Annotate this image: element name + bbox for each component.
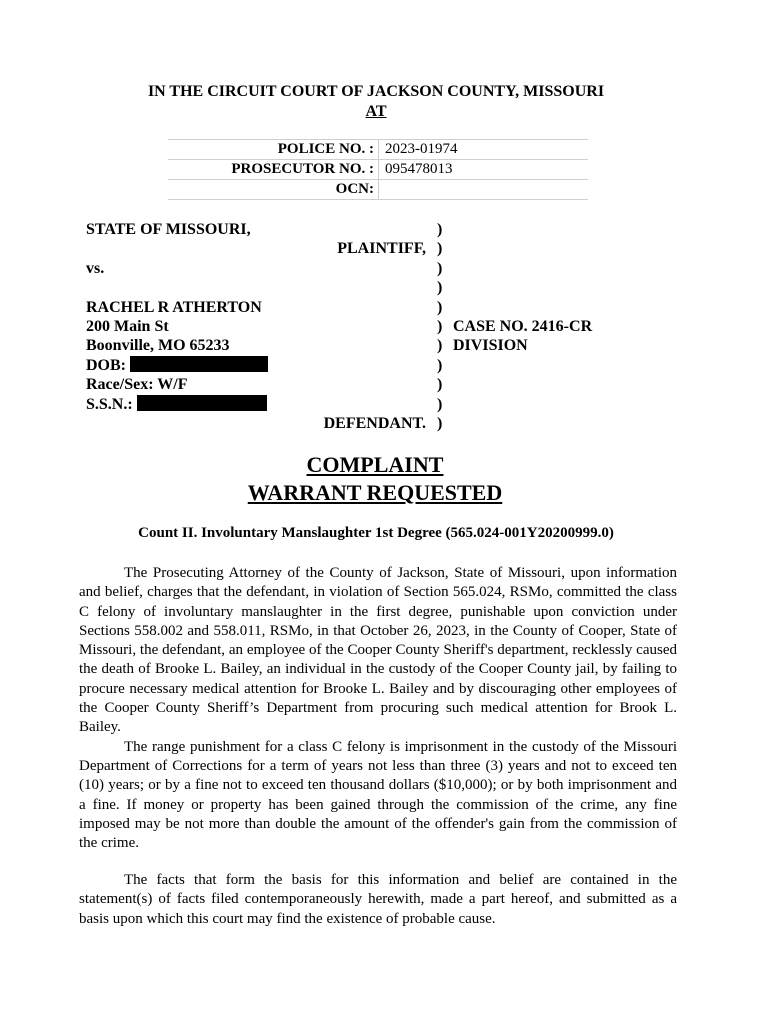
complaint-body — [79, 564, 677, 853]
police-number-label: POLICE NO. : — [168, 140, 379, 160]
caption-row — [86, 259, 686, 278]
caption-row — [86, 278, 686, 297]
caption-row — [86, 239, 686, 258]
ocn-value — [379, 180, 589, 200]
ocn-label: OCN: — [168, 180, 379, 200]
facts-body — [79, 871, 677, 929]
versus-label: vs. — [86, 259, 105, 277]
court-location: AT — [365, 103, 387, 120]
police-number-row — [168, 140, 588, 160]
race-sex: Race/Sex: W/F — [86, 376, 188, 394]
caption-row — [86, 414, 686, 433]
caption-paren: ) — [437, 395, 443, 413]
defendant-address-line1: 200 Main St — [86, 317, 169, 335]
caption-paren: ) — [437, 356, 443, 374]
caption-paren: ) — [437, 240, 443, 258]
police-number-value: 2023-01974 — [379, 140, 589, 160]
caption-row — [86, 220, 686, 239]
charge-paragraph: The Prosecuting Attorney of the County of Jackson, State of Missouri, upon information and belief, charges that the defendant, in violation of Section 565.024, RSMo, committed the class C felony of involuntary manslaughter in the first degree, punishable upon conviction under Sections 558.002 and 558.011, RSMo, in that October 26, 2023, in the County of Cooper, State of Missouri, the defendant, an employee of the Cooper County Sheriff's department, recklessly caused the death of Brooke L. Bailey, an individual in the custody of the Cooper County jail, by failing to procure necessary medical attention for Brooke L. Bailey and by discouraging other employees of the Cooper County Sheriff’s Department from procuring such medical attention for Brook L. Bailey. — [79, 565, 677, 736]
identifier-table — [168, 139, 588, 200]
ssn-label: S.S.N.: — [86, 395, 133, 413]
case-caption — [86, 220, 686, 433]
ssn-redaction — [137, 395, 267, 411]
dob-redaction — [130, 356, 268, 372]
punishment-paragraph: The range punishment for a class C felony is imprisonment in the custody of the Missouri Department of Corrections for a term of years not less than three (3) years and not to exceed ten (10) years; or by a fine not to exceed ten thousand dollars ($10,000); or by both imprisonment and a fine. If money or property has been gained through the commission of the crime, any fine imposed may be not more than double the amount of the offender's gain from the commission of the crime. — [79, 738, 677, 852]
caption-row — [86, 375, 686, 394]
division-label: DIVISION — [453, 337, 528, 355]
ocn-row — [168, 180, 588, 200]
caption-paren: ) — [437, 337, 443, 355]
prosecutor-number-label: PROSECUTOR NO. : — [168, 160, 379, 180]
prosecutor-number-value: 095478013 — [379, 160, 589, 180]
caption-paren: ) — [437, 317, 443, 335]
caption-paren: ) — [437, 298, 443, 316]
caption-paren: ) — [437, 279, 443, 297]
caption-row — [86, 317, 686, 336]
caption-paren: ) — [437, 259, 443, 277]
case-number: CASE NO. 2416-CR — [453, 317, 593, 335]
dob-field — [86, 356, 426, 375]
document-subheading: WARRANT REQUESTED — [247, 480, 503, 505]
document-heading: COMPLAINT — [306, 452, 444, 477]
plaintiff-state: STATE OF MISSOURI, — [86, 221, 251, 238]
caption-paren: ) — [437, 414, 443, 432]
defendant-address-line2: Boonville, MO 65233 — [86, 337, 230, 355]
count-title: Count II. Involuntary Manslaughter 1st Degree (565.024-001Y20200999.0) — [138, 525, 614, 541]
caption-row — [86, 298, 686, 317]
court-title: IN THE CIRCUIT COURT OF JACKSON COUNTY, MISSOURI — [147, 83, 605, 100]
ssn-field — [86, 395, 426, 414]
defendant-label: DEFENDANT. — [323, 414, 426, 432]
caption-paren: ) — [437, 221, 443, 238]
caption-row — [86, 356, 686, 375]
caption-row — [86, 336, 686, 355]
caption-row — [86, 395, 686, 414]
prosecutor-number-row — [168, 160, 588, 180]
caption-paren: ) — [437, 376, 443, 394]
plaintiff-label: PLAINTIFF, — [337, 240, 426, 258]
defendant-name: RACHEL R ATHERTON — [86, 298, 262, 316]
dob-label: DOB: — [86, 356, 126, 374]
facts-paragraph: The facts that form the basis for this information and belief are contained in the statement(s) of facts filed contemporaneously herewith, made a part hereof, and submitted as a basis upon which this court may find the existence of probable cause. — [79, 872, 677, 927]
